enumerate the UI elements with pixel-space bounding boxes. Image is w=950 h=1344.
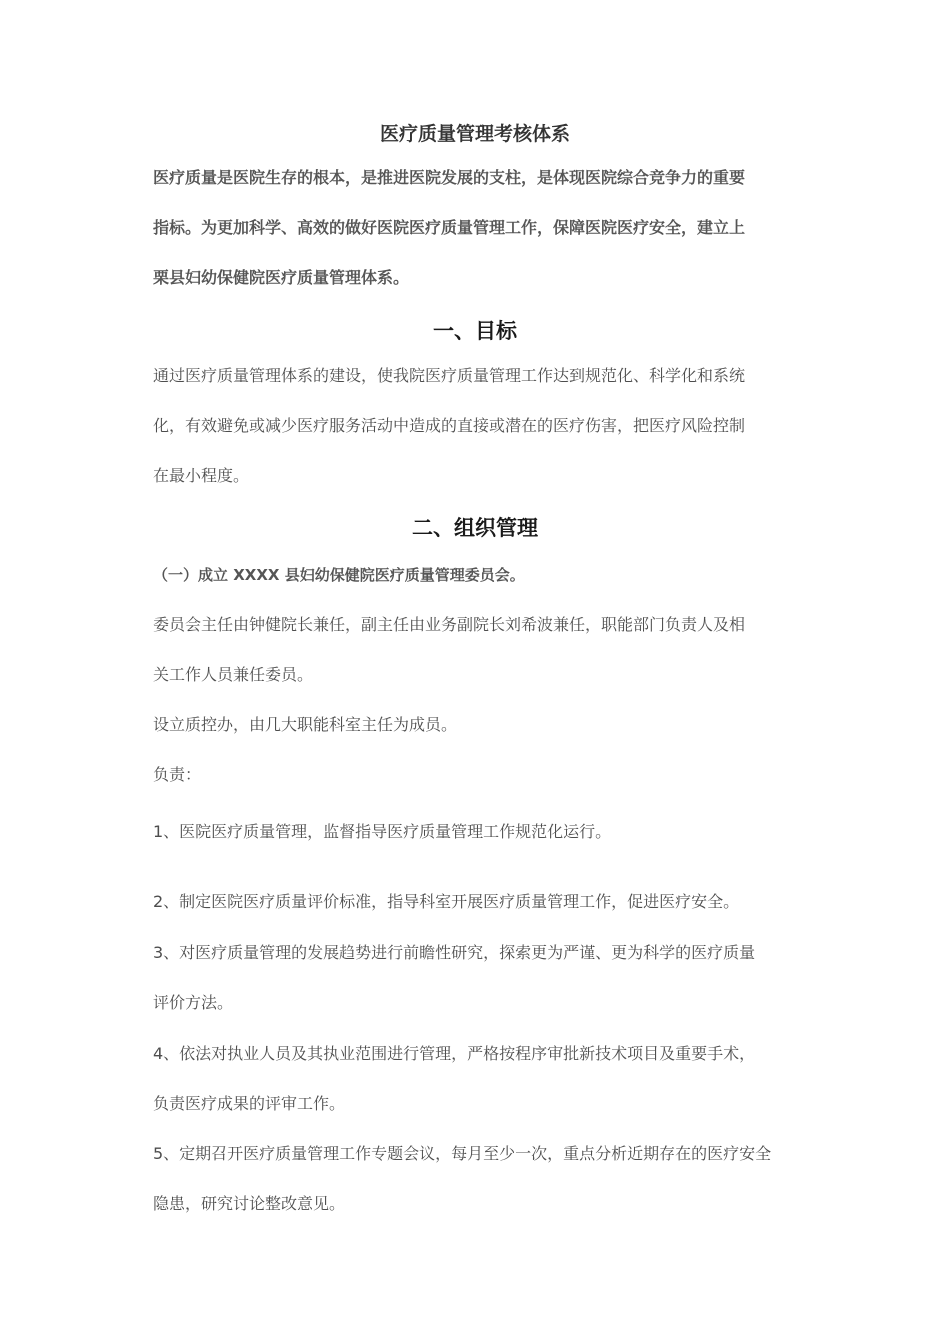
document-title: 医疗质量管理考核体系 — [379, 123, 570, 145]
section-heading-goals: 一、目标 — [433, 319, 517, 343]
paragraph-line: 关工作人员兼任委员。 — [153, 665, 314, 684]
list-item: 4、依法对执业人员及其执业范围进行管理，严格按程序审批新技术项目及重要手术， — [153, 1044, 756, 1063]
list-item: 1、医院医疗质量管理，监督指导医疗质量管理工作规范化运行。 — [153, 822, 612, 841]
section-heading-organization: 二、组织管理 — [412, 516, 538, 540]
paragraph-line: 化，有效避免或减少医疗服务活动中造成的直接或潜在的医疗伤害，把医疗风险控制 — [153, 416, 746, 435]
list-item: 3、对医疗质量管理的发展趋势进行前瞻性研究，探索更为严谨、更为科学的医疗质量 — [153, 943, 756, 962]
intro-line: 医疗质量是医院生存的根本，是推进医院发展的支柱，是体现医院综合竞争力的重要 — [153, 168, 746, 187]
list-item-continuation: 负责医疗成果的评审工作。 — [153, 1094, 346, 1113]
list-item-continuation: 评价方法。 — [153, 993, 234, 1012]
paragraph-line: 负责： — [153, 765, 202, 784]
subsection-heading: （一）成立 XXXX 县妇幼保健院医疗质量管理委员会。 — [153, 566, 525, 584]
paragraph-line: 在最小程度。 — [153, 466, 250, 485]
intro-line: 指标。为更加科学、高效的做好医院医疗质量管理工作，保障医院医疗安全，建立上 — [153, 218, 746, 237]
list-item: 2、制定医院医疗质量评价标准，指导科室开展医疗质量管理工作，促进医疗安全。 — [153, 892, 740, 911]
intro-line: 栗县妇幼保健院医疗质量管理体系。 — [153, 268, 410, 287]
paragraph-line: 设立质控办，由几大职能科室主任为成员。 — [153, 715, 458, 734]
list-item: 5、定期召开医疗质量管理工作专题会议，每月至少一次，重点分析近期存在的医疗安全 — [153, 1144, 772, 1163]
paragraph-line: 通过医疗质量管理体系的建设，使我院医疗质量管理工作达到规范化、科学化和系统 — [153, 366, 746, 385]
list-item-continuation: 隐患，研究讨论整改意见。 — [153, 1194, 346, 1213]
paragraph-line: 委员会主任由钟健院长兼任，副主任由业务副院长刘希波兼任，职能部门负责人及相 — [153, 615, 746, 634]
